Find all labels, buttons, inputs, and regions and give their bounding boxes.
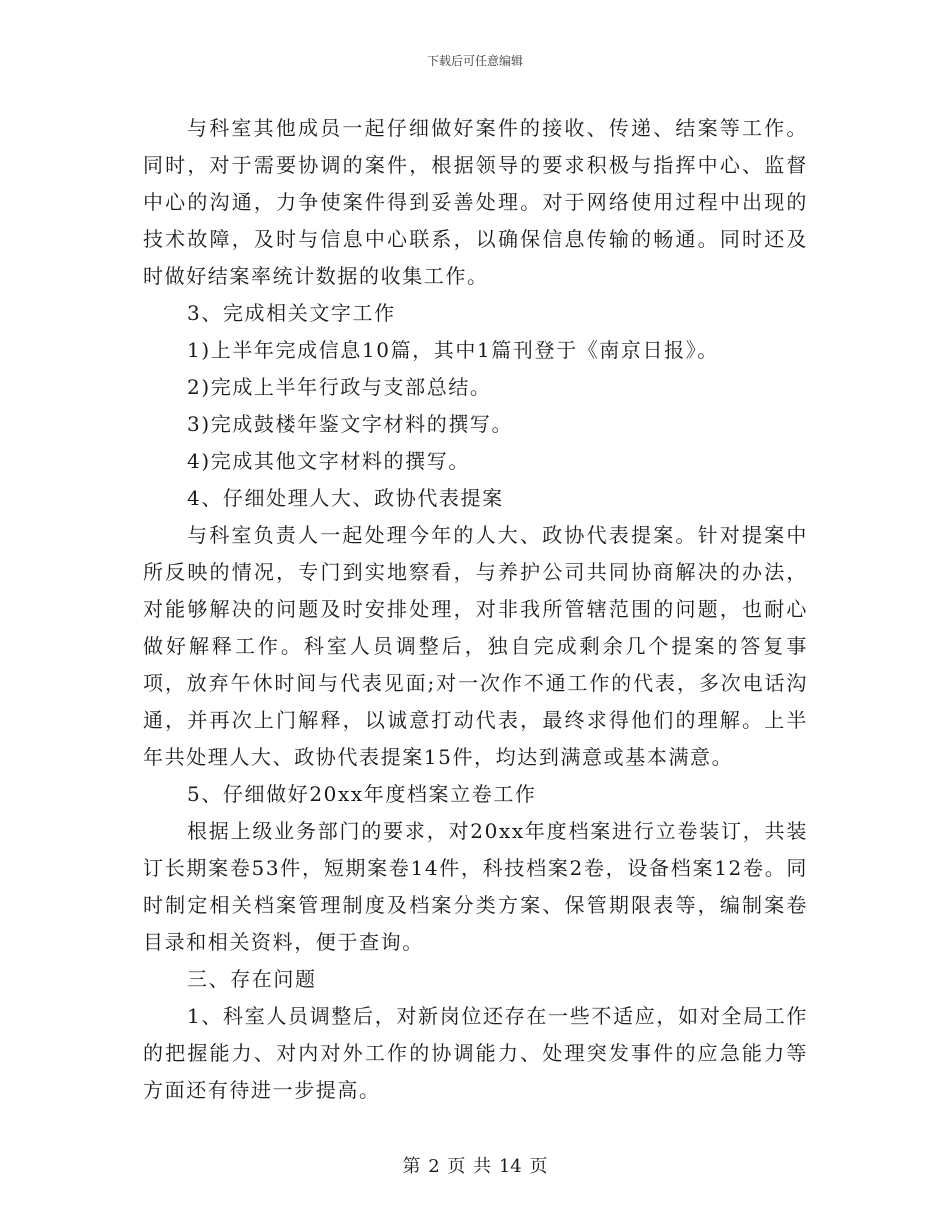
heading-writing-work: 3、完成相关文字工作: [187, 301, 396, 325]
paragraph-case-handling: 与科室其他成员一起仔细做好案件的接收、传递、结案等工作。同时，对于需要协调的案件，根据领导的要求积极与指挥中心、监督中心的沟通，力争使案件得到妥善处理。对于网络使用过程中出现的技术故障，及时与信息中心联系，以确保信息传输的畅通。同时还及时做好结案率统计数据的收集工作。: [143, 116, 808, 288]
heading-archives: 5、仔细做好20xx年度档案立卷工作: [187, 782, 537, 806]
heading-proposals: 4、仔细处理人大、政协代表提案: [187, 486, 504, 510]
page-number: 第 2 页 共 14 页: [402, 1156, 548, 1177]
document-body: [143, 110, 808, 1109]
paragraph-proposals: 与科室负责人一起处理今年的人大、政协代表提案。针对提案中所反映的情况，专门到实地察看，与养护公司共同协商解决的办法，对能够解决的问题及时安排处理，对非我所管辖范围的问题，也耐心做好解释工作。科室人员调整后，独自完成剩余几个提案的答复事项，放弃午休时间与代表见面;对一次作不通工作的代表，多次电话沟通，并再次上门解释，以诚意打动代表，最终求得他们的理解。上半年共处理人大、政协代表提案15件，均达到满意或基本满意。: [143, 523, 808, 769]
list-item-other-materials: 4)完成其他文字材料的撰写。: [187, 449, 470, 473]
page-header-note: 下载后可任意编辑: [426, 54, 523, 68]
list-item-information: 1)上半年完成信息10篇，其中1篇刊登于《南京日报》。: [187, 338, 719, 362]
list-item-summary: 2)完成上半年行政与支部总结。: [187, 375, 492, 399]
heading-problems: 三、存在问题: [187, 967, 317, 991]
paragraph-problems: 1、科室人员调整后，对新岗位还存在一些不适应，如对全局工作的把握能力、对内对外工作的协调能力、处理突发事件的应急能力等方面还有待进一步提高。: [143, 1004, 808, 1102]
paragraph-archives: 根据上级业务部门的要求，对20xx年度档案进行立卷装订，共装订长期案卷53件，短期案卷14件，科技档案2卷，设备档案12卷。同时制定相关档案管理制度及档案分类方案、保管期限表等，编制案卷目录和相关资料，便于查询。: [143, 819, 808, 954]
list-item-yearbook: 3)完成鼓楼年鉴文字材料的撰写。: [187, 412, 514, 436]
